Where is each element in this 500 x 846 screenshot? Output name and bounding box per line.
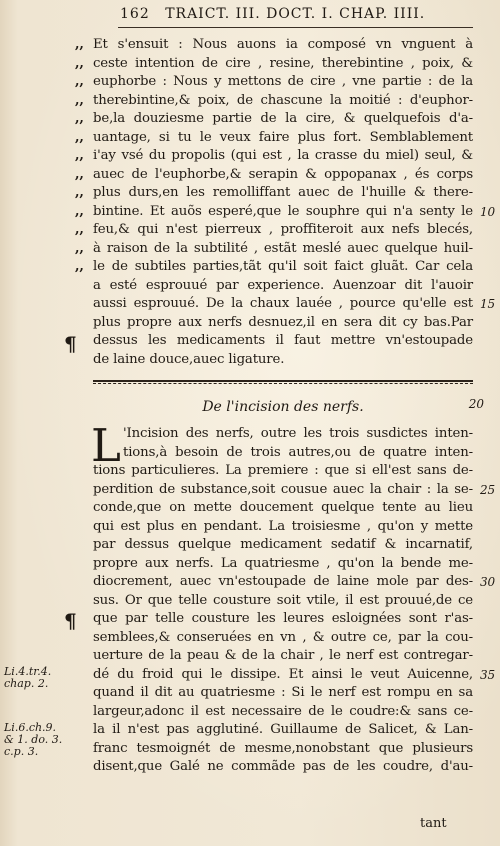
text-line — [93, 555, 473, 574]
line-text: euphorbe : Nous y mettons de cire , vne partie : de la — [93, 74, 473, 89]
line-number: 30 — [480, 575, 495, 589]
margin-note-salicet — [4, 722, 86, 758]
line-text: ceste intention de cire , resine, therebintine , poix, & — [93, 55, 473, 71]
text-line — [93, 758, 473, 777]
text-line — [93, 610, 473, 629]
section-heading: De l'incision des nerfs. — [202, 399, 364, 415]
line-text: disent,que Galé ne commãde pas de les coudre, d'au- — [93, 759, 473, 774]
line-text: plus durs,en les remolliffant auec de l'huille & there- — [93, 185, 473, 200]
text-line — [93, 444, 473, 463]
quotation-mark: ,, — [75, 222, 84, 237]
margin-note-avicenna — [4, 666, 86, 690]
text-line — [93, 536, 473, 555]
text-line — [93, 499, 473, 518]
section-margin-number: 20 — [468, 397, 484, 411]
line-text: conde,que on mette doucement quelque tente au lieu — [93, 500, 473, 515]
line-text: uantage, si tu le veux faire plus fort. Semblablement — [93, 129, 473, 145]
text-line — [75, 129, 473, 148]
line-text: 'Incision des nerfs, outre les trois susdictes inten- — [123, 426, 473, 441]
line-text: franc tesmoignét de mesme,nonobstant que plusieurs — [93, 740, 473, 756]
margin-note-line: & 1. do. 3. — [4, 733, 63, 746]
quotation-mark: ,, — [75, 129, 84, 145]
line-text: plus propre aux nerfs desnuez,il en sera dit cy bas.Par — [93, 314, 473, 330]
text-line — [93, 629, 473, 648]
line-text: dé du froid qui le dissipe. Et ainsi le veut Auicenne, — [93, 666, 473, 682]
running-head — [120, 6, 470, 22]
catchword: tant — [420, 816, 447, 831]
text-line — [75, 110, 473, 129]
page-number: 162 — [120, 6, 150, 22]
text-line — [75, 258, 473, 277]
line-text: le de subtiles parties,tãt qu'il soit faict gluãt. Car cela — [93, 259, 473, 274]
line-text: semblees,& conseruées en vn , & outre ce, par la cou- — [93, 629, 473, 645]
text-line — [93, 277, 473, 296]
line-text: bintine. Et auõs esperé,que le souphre qui n'a senty le — [93, 203, 473, 219]
margin-note-line: chap. 2. — [4, 677, 49, 690]
line-text: uerture de la peau & de la chair , le nerf est contregar- — [93, 648, 473, 663]
quotation-mark: ,, — [75, 203, 84, 219]
line-text: i'ay vsé du propolis (qui est , la crasse du miel) seul, & — [93, 148, 473, 163]
line-text: la il n'est pas agglutiné. Guillaume de Salicet, & Lan- — [93, 722, 473, 737]
pilcrow-icon: ¶ — [64, 332, 77, 356]
text-line — [93, 462, 473, 481]
quotation-mark: ,, — [75, 240, 84, 256]
text-line — [93, 314, 473, 333]
line-text: diocrement, auec vn'estoupade de laine mole par des- — [93, 574, 473, 589]
margin-note-line: Li.4.tr.4. — [4, 665, 52, 678]
text-line — [75, 55, 473, 74]
line-text: aussi esprouué. De la chaux lauée , pource qu'elle est — [93, 296, 473, 311]
line-text: quand il dit au quatriesme : Si le nerf est rompu en sa — [93, 685, 473, 700]
quotation-mark: ,, — [75, 166, 84, 182]
line-text: largeur,adonc il est necessaire de le coudre:& sans ce- — [93, 703, 473, 719]
text-line — [93, 573, 495, 592]
text-line — [93, 666, 495, 685]
line-text: therebintine,& poix, de chascune la moitié : d'euphor- — [93, 92, 473, 108]
paragraph-quoted-recipe — [75, 36, 495, 369]
text-line — [75, 36, 473, 55]
line-text: tions,à besoin de trois autres,ou de quatre inten- — [123, 444, 473, 460]
text-line — [75, 166, 473, 185]
running-title: TRAICT. III. DOCT. I. CHAP. IIII. — [165, 6, 426, 22]
header-rule — [118, 27, 473, 28]
text-line — [75, 92, 473, 111]
quotation-mark: ,, — [75, 74, 84, 89]
text-line — [93, 703, 473, 722]
line-text: tions particulieres. La premiere : que si ell'est sans de- — [93, 463, 473, 478]
text-line — [93, 425, 473, 444]
line-text: auec de l'euphorbe,& serapin & oppopanax , és corps — [93, 166, 473, 182]
text-line — [75, 73, 473, 92]
quotation-mark: ,, — [75, 259, 84, 274]
margin-note-line: c.p. 3. — [4, 745, 39, 758]
line-text: propre aux nerfs. La quatriesme , qu'on la bende me- — [93, 555, 473, 571]
line-text: qui est plus en pendant. La troisiesme , qu'on y mette — [93, 518, 473, 534]
quotation-mark: ,, — [75, 37, 84, 52]
quotation-mark: ,, — [75, 55, 84, 71]
line-text: par dessus quelque medicament sedatif & incarnatif, — [93, 537, 473, 552]
text-line — [93, 592, 473, 611]
pilcrow-icon: ¶ — [64, 609, 77, 633]
line-text: be,la douziesme partie de la cire, & quelquefois d'a- — [93, 111, 473, 126]
text-line — [75, 147, 473, 166]
line-text: feu,& qui n'est pierreux , proffiteroit aux nefs blecés, — [93, 222, 473, 237]
line-text: Et s'ensuit : Nous auons ia composé vn vnguent à — [93, 37, 473, 52]
line-text: sus. Or que telle cousture soit vtile, il est prouué,de ce — [93, 592, 473, 608]
section-divider-rule — [93, 380, 473, 385]
line-number: 35 — [480, 667, 495, 682]
paragraph-incision — [91, 419, 495, 777]
quotation-mark: ,, — [75, 148, 84, 163]
margin-note-line: Li.6.ch.9. — [4, 721, 57, 734]
text-line — [93, 518, 473, 537]
line-text: a esté esprouué par experience. Auenzoar dit l'auoir — [93, 277, 473, 293]
quotation-mark: ,, — [75, 92, 84, 108]
line-text: dessus les medicaments il faut mettre vn'estoupade — [93, 333, 473, 348]
drop-cap: L — [91, 419, 121, 472]
line-number: 15 — [480, 297, 495, 311]
line-number: 25 — [480, 482, 495, 497]
text-line — [93, 684, 473, 703]
text-line — [75, 221, 473, 240]
text-line — [93, 295, 495, 314]
text-line — [75, 184, 473, 203]
line-text: perdition de substance,soit cousue auec la chair : la se- — [93, 481, 473, 497]
text-line — [75, 240, 473, 259]
line-text: que par telle cousture les leures esloignées sont r'as- — [93, 611, 473, 626]
text-line — [75, 203, 495, 222]
line-number: 10 — [480, 204, 495, 219]
text-line — [93, 721, 473, 740]
text-line — [93, 332, 473, 351]
quotation-mark: ,, — [75, 111, 84, 126]
text-line — [93, 647, 473, 666]
text-line — [93, 481, 495, 500]
line-text: de laine douce,auec ligature. — [93, 351, 285, 367]
text-line — [93, 740, 473, 759]
line-text: à raison de la subtilité , estãt meslé auec quelque huil- — [93, 240, 473, 256]
text-line — [93, 351, 473, 370]
quotation-mark: ,, — [75, 185, 84, 200]
